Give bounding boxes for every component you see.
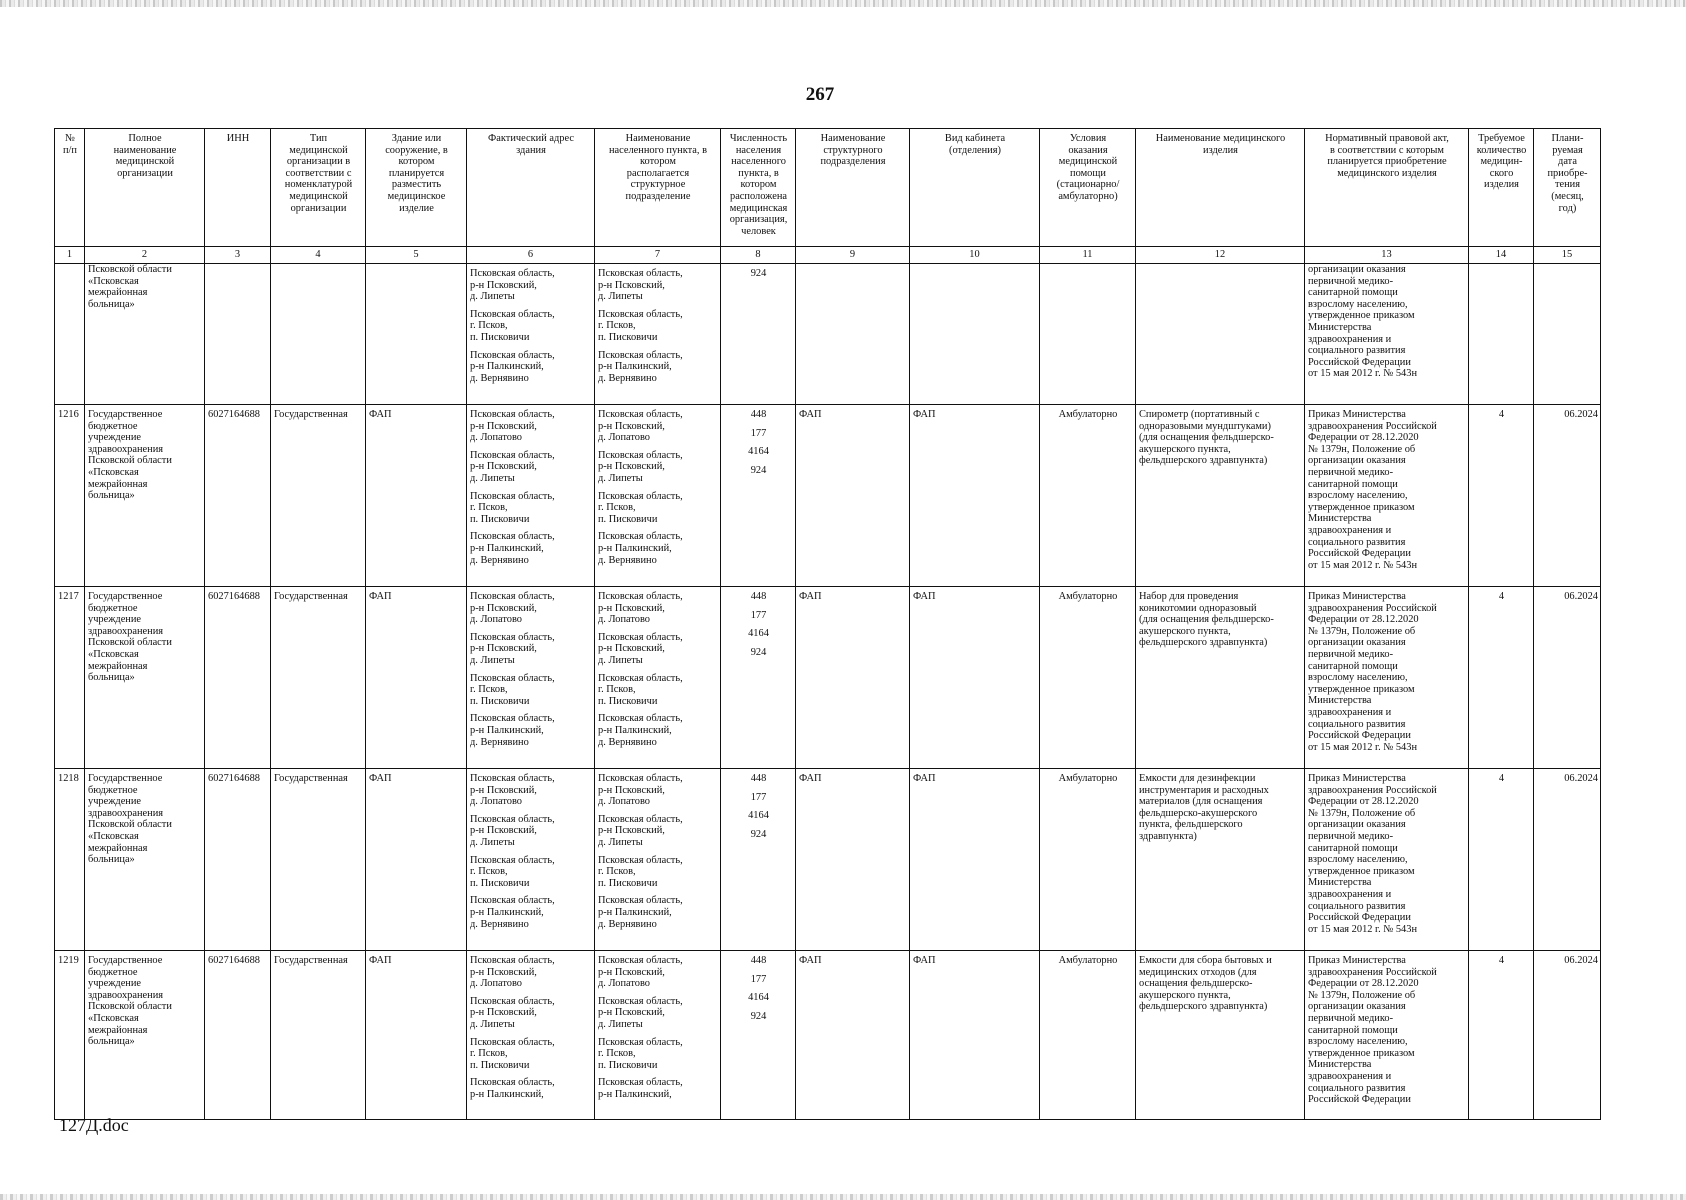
scan-edge-bottom xyxy=(0,1194,1686,1200)
cell-device: Емкости для дезинфекции инструментария и расходных материалов (для оснащения фельдшерско-акушерского пункта, фельдшерского здравпункта) xyxy=(1136,769,1305,951)
cell-building: ФАП xyxy=(366,405,467,587)
cell-inn xyxy=(205,264,271,405)
address-block: Псковская область, р-н Палкинский, д. Вернявино xyxy=(470,349,555,384)
column-number: 2 xyxy=(85,247,205,264)
population-value: 177 xyxy=(750,427,767,439)
cell-date: 06.2024 xyxy=(1534,951,1601,1120)
cell-population xyxy=(721,587,796,769)
scan-edge-top xyxy=(0,0,1686,7)
column-number: 4 xyxy=(271,247,366,264)
settlement-block: Псковская область, р-н Псковский, д. Лопатово xyxy=(598,955,683,990)
population-value: 924 xyxy=(750,1010,767,1022)
header-cell: Нормативный правовой акт, в соответствии с которым планируется приобретение медицинского изделия xyxy=(1305,129,1469,247)
header-cell: Численность населения населенного пункта, в котором расположена медицинская организация, человек xyxy=(721,129,796,247)
cell-settlement xyxy=(595,405,721,587)
population-value: 448 xyxy=(750,955,767,966)
population-value: 4164 xyxy=(748,628,769,640)
column-number: 9 xyxy=(796,247,910,264)
settlement-block: Псковская область, г. Псков, п. Писковичи xyxy=(598,672,683,707)
population-value: 924 xyxy=(750,268,767,279)
cell-num: 1217 xyxy=(55,587,85,769)
address-block: Псковская область, р-н Псковский, д. Липеты xyxy=(470,631,555,666)
header-cell: Наименование населенного пункта, в котором располагается структурное подразделение xyxy=(595,129,721,247)
header-cell: Условия оказания медицинской помощи (стационарно/ амбулаторно) xyxy=(1040,129,1136,247)
population-value: 177 xyxy=(750,973,767,985)
cell-unit: ФАП xyxy=(796,769,910,951)
cell-org-type: Государственная xyxy=(271,951,366,1120)
cell-address xyxy=(467,405,595,587)
cell-date xyxy=(1534,264,1601,405)
cell-quantity: 4 xyxy=(1469,405,1534,587)
cell-settlement xyxy=(595,951,721,1120)
cell-inn: 6027164688 xyxy=(205,405,271,587)
column-number: 3 xyxy=(205,247,271,264)
header-cell: Требуемое количество медицин- ского изделия xyxy=(1469,129,1534,247)
table-row xyxy=(55,587,1601,769)
cell-legal-act: Приказ Министерства здравоохранения Российской Федерации от 28.12.2020 № 1379н, Положение об организации оказания первичной медико- санитарной помощи взрослому населению, утвержденное приказом Министерства здравоохранения и социального развития Российской Федерации xyxy=(1305,951,1469,1120)
population-value: 177 xyxy=(750,609,767,621)
cell-org-type: Государственная xyxy=(271,405,366,587)
address-block: Псковская область, г. Псков, п. Писковичи xyxy=(470,854,555,889)
column-number: 5 xyxy=(366,247,467,264)
cell-org-type xyxy=(271,264,366,405)
address-block: Псковская область, р-н Псковский, д. Липеты xyxy=(470,449,555,484)
cell-unit: ФАП xyxy=(796,405,910,587)
header-cell: Фактический адрес здания xyxy=(467,129,595,247)
cell-unit: ФАП xyxy=(796,587,910,769)
column-number: 11 xyxy=(1040,247,1136,264)
cell-conditions: Амбулаторно xyxy=(1040,951,1136,1120)
page-number: 267 xyxy=(805,84,835,105)
address-block: Псковская область, г. Псков, п. Писковичи xyxy=(470,308,555,343)
cell-legal-act: организации оказания первичной медико- санитарной помощи взрослому населению, утвержденное приказом Министерства здравоохранения и социального развития Российской Федерации от 15 мая 2012 г. № 543н xyxy=(1305,264,1469,405)
cell-date: 06.2024 xyxy=(1534,405,1601,587)
settlement-block: Псковская область, р-н Палкинский, xyxy=(598,1077,683,1100)
cell-num xyxy=(55,264,85,405)
cell-cabinet: ФАП xyxy=(910,405,1040,587)
header-cell: Здание или сооружение, в котором планируется разместить медицинское изделие xyxy=(366,129,467,247)
column-number: 15 xyxy=(1534,247,1601,264)
settlement-block: Псковская область, р-н Палкинский, д. Вернявино xyxy=(598,895,683,930)
settlement-block: Псковская область, р-н Псковский, д. Липеты xyxy=(598,268,683,303)
address-block: Псковская область, г. Псков, п. Писковичи xyxy=(470,490,555,525)
cell-legal-act: Приказ Министерства здравоохранения Российской Федерации от 28.12.2020 № 1379н, Положение об организации оказания первичной медико- санитарной помощи взрослому населению, утвержденное приказом Министерства здравоохранения и социального развития Российской Федерации от 15 мая 2012 г. № 543н xyxy=(1305,405,1469,587)
header-cell: Наименование структурного подразделения xyxy=(796,129,910,247)
settlement-block: Псковская область, р-н Псковский, д. Лопатово xyxy=(598,591,683,626)
address-block: Псковская область, р-н Палкинский, д. Вернявино xyxy=(470,531,555,566)
address-block: Псковская область, р-н Псковский, д. Лопатово xyxy=(470,409,555,444)
cell-building: ФАП xyxy=(366,769,467,951)
settlement-block: Псковская область, р-н Палкинский, д. Вернявино xyxy=(598,349,683,384)
address-block: Псковская область, р-н Палкинский, д. Вернявино xyxy=(470,713,555,748)
cell-inn: 6027164688 xyxy=(205,951,271,1120)
column-number: 6 xyxy=(467,247,595,264)
population-value: 924 xyxy=(750,646,767,658)
settlement-block: Псковская область, р-н Псковский, д. Липеты xyxy=(598,813,683,848)
address-block: Псковская область, г. Псков, п. Писковичи xyxy=(470,672,555,707)
cell-cabinet: ФАП xyxy=(910,951,1040,1120)
population-value: 4164 xyxy=(748,992,769,1004)
cell-population xyxy=(721,951,796,1120)
cell-org-name: Государственное бюджетное учреждение здравоохранения Псковской области «Псковская межрайонная больница» xyxy=(85,769,205,951)
cell-quantity: 4 xyxy=(1469,769,1534,951)
cell-legal-act: Приказ Министерства здравоохранения Российской Федерации от 28.12.2020 № 1379н, Положение об организации оказания первичной медико- санитарной помощи взрослому населению, утвержденное приказом Министерства здравоохранения и социального развития Российской Федерации от 15 мая 2012 г. № 543н xyxy=(1305,587,1469,769)
cell-conditions: Амбулаторно xyxy=(1040,587,1136,769)
column-number: 13 xyxy=(1305,247,1469,264)
column-number: 12 xyxy=(1136,247,1305,264)
header-cell: Наименование медицинского изделия xyxy=(1136,129,1305,247)
cell-population xyxy=(721,264,796,405)
column-number: 10 xyxy=(910,247,1040,264)
cell-num: 1216 xyxy=(55,405,85,587)
address-block: Псковская область, р-н Палкинский, д. Вернявино xyxy=(470,895,555,930)
header-cell: ИНН xyxy=(205,129,271,247)
cell-quantity xyxy=(1469,264,1534,405)
settlement-block: Псковская область, р-н Псковский, д. Липеты xyxy=(598,995,683,1030)
population-value: 448 xyxy=(750,409,767,420)
cell-org-name: Государственное бюджетное учреждение здравоохранения Псковской области «Псковская межрайонная больница» xyxy=(85,587,205,769)
cell-org-type: Государственная xyxy=(271,587,366,769)
cell-quantity: 4 xyxy=(1469,587,1534,769)
population-value: 448 xyxy=(750,591,767,602)
address-block: Псковская область, г. Псков, п. Писковичи xyxy=(470,1036,555,1071)
cell-org-name: Государственное бюджетное учреждение здравоохранения Псковской области «Псковская межрайонная больница» xyxy=(85,405,205,587)
address-block: Псковская область, р-н Псковский, д. Лопатово xyxy=(470,773,555,808)
cell-date: 06.2024 xyxy=(1534,587,1601,769)
cell-inn: 6027164688 xyxy=(205,769,271,951)
column-number: 1 xyxy=(55,247,85,264)
header-cell: Вид кабинета (отделения) xyxy=(910,129,1040,247)
cell-conditions: Амбулаторно xyxy=(1040,769,1136,951)
footer-filename: 127Д.doc xyxy=(59,1115,129,1135)
settlement-block: Псковская область, г. Псков, п. Писковичи xyxy=(598,854,683,889)
column-number: 7 xyxy=(595,247,721,264)
cell-conditions: Амбулаторно xyxy=(1040,405,1136,587)
address-block: Псковская область, р-н Псковский, д. Липеты xyxy=(470,995,555,1030)
population-value: 4164 xyxy=(748,810,769,822)
cell-legal-act: Приказ Министерства здравоохранения Российской Федерации от 28.12.2020 № 1379н, Положение об организации оказания первичной медико- санитарной помощи взрослому населению, утвержденное приказом Министерства здравоохранения и социального развития Российской Федерации от 15 мая 2012 г. № 543н xyxy=(1305,769,1469,951)
cell-population xyxy=(721,405,796,587)
settlement-block: Псковская область, р-н Псковский, д. Липеты xyxy=(598,631,683,666)
table-row-continuation xyxy=(55,264,1601,405)
cell-device: Спирометр (портативный с одноразовыми мундштуками) (для оснащения фельдшерско- акушерского пункта, фельдшерского здравпункта) xyxy=(1136,405,1305,587)
cell-quantity: 4 xyxy=(1469,951,1534,1120)
header-row xyxy=(55,129,1601,247)
address-block: Псковская область, р-н Псковский, д. Липеты xyxy=(470,268,555,303)
population-value: 924 xyxy=(750,828,767,840)
cell-population xyxy=(721,769,796,951)
settlement-block: Псковская область, р-н Псковский, д. Липеты xyxy=(598,449,683,484)
settlement-block: Псковская область, г. Псков, п. Писковичи xyxy=(598,308,683,343)
cell-address xyxy=(467,769,595,951)
cell-cabinet xyxy=(910,264,1040,405)
cell-building: ФАП xyxy=(366,587,467,769)
cell-org-name: Псковской области «Псковская межрайонная больница» xyxy=(85,264,205,405)
settlement-block: Псковская область, р-н Псковский, д. Лопатово xyxy=(598,409,683,444)
cell-cabinet: ФАП xyxy=(910,587,1040,769)
cell-device: Емкости для сбора бытовых и медицинских отходов (для оснащения фельдшерско- акушерского пункта, фельдшерского здравпункта) xyxy=(1136,951,1305,1120)
column-number: 14 xyxy=(1469,247,1534,264)
header-cell: Тип медицинской организации в соответствии с номенклатурой медицинской организации xyxy=(271,129,366,247)
settlement-block: Псковская область, г. Псков, п. Писковичи xyxy=(598,490,683,525)
settlement-block: Псковская область, р-н Псковский, д. Лопатово xyxy=(598,773,683,808)
population-value: 4164 xyxy=(748,446,769,458)
address-block: Псковская область, р-н Псковский, д. Лопатово xyxy=(470,591,555,626)
cell-settlement xyxy=(595,264,721,405)
table-row xyxy=(55,951,1601,1120)
cell-unit: ФАП xyxy=(796,951,910,1120)
address-block: Псковская область, р-н Псковский, д. Липеты xyxy=(470,813,555,848)
address-block: Псковская область, р-н Псковский, д. Лопатово xyxy=(470,955,555,990)
cell-num: 1219 xyxy=(55,951,85,1120)
cell-building xyxy=(366,264,467,405)
cell-settlement xyxy=(595,769,721,951)
cell-address xyxy=(467,264,595,405)
column-number: 8 xyxy=(721,247,796,264)
cell-unit xyxy=(796,264,910,405)
settlement-block: Псковская область, р-н Палкинский, д. Вернявино xyxy=(598,713,683,748)
cell-conditions xyxy=(1040,264,1136,405)
cell-building: ФАП xyxy=(366,951,467,1120)
settlement-block: Псковская область, р-н Палкинский, д. Вернявино xyxy=(598,531,683,566)
column-number-row xyxy=(55,247,1601,264)
cell-address xyxy=(467,587,595,769)
table-row xyxy=(55,769,1601,951)
cell-cabinet: ФАП xyxy=(910,769,1040,951)
population-value: 177 xyxy=(750,791,767,803)
cell-date: 06.2024 xyxy=(1534,769,1601,951)
address-block: Псковская область, р-н Палкинский, xyxy=(470,1077,555,1100)
header-cell: Плани- руемая дата приобре- тения (месяц, год) xyxy=(1534,129,1601,247)
population-value: 448 xyxy=(750,773,767,784)
registry-table xyxy=(54,128,1601,1120)
cell-device xyxy=(1136,264,1305,405)
cell-org-name: Государственное бюджетное учреждение здравоохранения Псковской области «Псковская межрайонная больница» xyxy=(85,951,205,1120)
cell-address xyxy=(467,951,595,1120)
cell-num: 1218 xyxy=(55,769,85,951)
cell-org-type: Государственная xyxy=(271,769,366,951)
header-cell: № п/п xyxy=(55,129,85,247)
cell-settlement xyxy=(595,587,721,769)
cell-device: Набор для проведения коникотомии одноразовый (для оснащения фельдшерско- акушерского пункта, фельдшерского здравпункта) xyxy=(1136,587,1305,769)
settlement-block: Псковская область, г. Псков, п. Писковичи xyxy=(598,1036,683,1071)
header-cell: Полное наименование медицинской организации xyxy=(85,129,205,247)
cell-inn: 6027164688 xyxy=(205,587,271,769)
table-row xyxy=(55,405,1601,587)
population-value: 924 xyxy=(750,464,767,476)
